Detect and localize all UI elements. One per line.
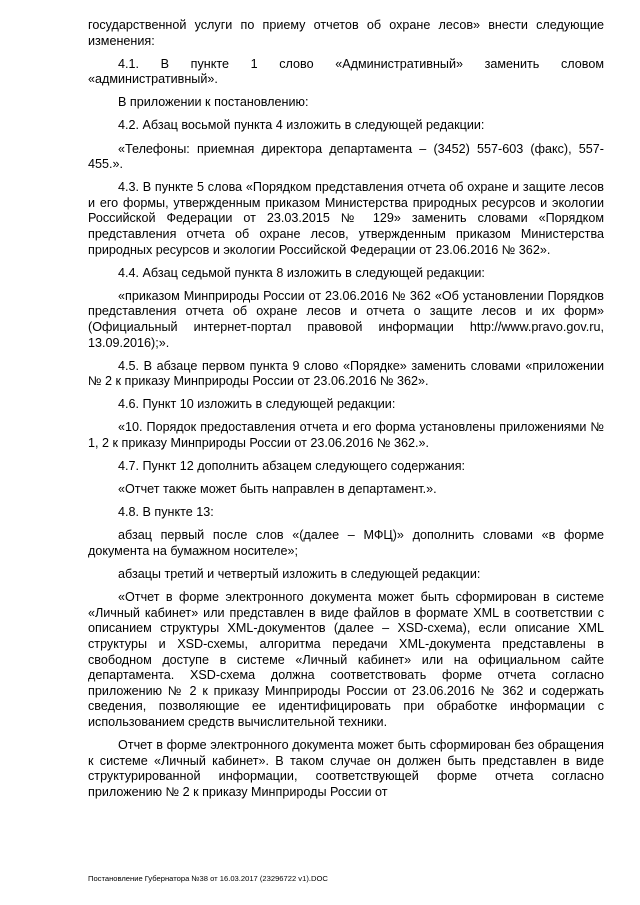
paragraph-4-1: 4.1. В пункте 1 слово «Административный» заменить словом «административный». [88, 56, 604, 87]
paragraph-report-sent: «Отчет также может быть направлен в департамент.». [118, 482, 437, 497]
paragraph-4-4: 4.4. Абзац седьмой пункта 8 изложить в следующей редакции: [118, 265, 485, 280]
paragraph-without-cabinet: Отчет в форме электронного документа может быть сформирован без обращения к системе «Личный кабинет». В таком случае он должен быть представлен в виде структурированной информации, соответствующей форме отчета согласно приложению № 2 к приказу Минприроды России от [88, 738, 604, 799]
paragraph-order-citation: «приказом Минприроды России от 23.06.2016 № 362 «Об установлении Порядков представления отчета об охране лесов и отчета о защите лесов и их форм» (Официальный интернет-портал правовой информации http://www.pravo.gov.ru, 13.09.2016);». [88, 288, 604, 350]
paragraph-phones: «Телефоны: приемная директора департамента – (3452) 557-603 (факс), 557-455.». [88, 141, 604, 172]
paragraph-appendix-heading: В приложении к постановлению: [118, 95, 309, 110]
paragraph-intro: государственной услуги по приему отчетов об охране лесов» внести следующие изменения: [88, 18, 604, 48]
paragraph-4-6: 4.6. Пункт 10 изложить в следующей редакции: [118, 397, 396, 412]
paragraph-4-3: 4.3. В пункте 5 слова «Порядком представления отчета об охране и защите лесов и его формы, утвержденным приказом Министерства природных ресурсов и экологии Российской Федерации от 23.03.2015 № 129» заменить словами «Порядком представления отчета об охране лесов, утвержденным приказом Министерства природных ресурсов и экологии Российской Федерации от 23.06.2016 № 362». [88, 180, 604, 257]
paragraph-third-fourth: абзацы третий и четвертый изложить в следующей редакции: [118, 567, 481, 582]
document-body [88, 18, 604, 808]
paragraph-point-10: «10. Порядок предоставления отчета и его форма установлены приложениями № 1, 2 к приказу Минприроды России от 23.06.2016 № 362.». [88, 420, 604, 451]
page-footer: Постановление Губернатора №38 от 16.03.2017 (23296722 v1).DOC [88, 874, 328, 883]
paragraph-4-5: 4.5. В абзаце первом пункта 9 слово «Порядке» заменить словами «приложении № 2 к приказу Минприроды России от 23.06.2016 № 362». [88, 358, 604, 389]
paragraph-4-8: 4.8. В пункте 13: [118, 505, 214, 520]
paragraph-electronic-report: «Отчет в форме электронного документа может быть сформирован в системе «Личный кабинет» или представлен в виде файлов в формате XML в соответствии с описанием структуры XML-документов (далее – XSD-схема), если описание XML структуры и XSD-схемы, алгоритма передачи XML-документа представлены в свободном доступе в системе «Личный кабинет» или на официальном сайте департамента. XSD-схема должна соответствовать форме отчета согласно приложению № 2 к приказу Минприроды России от 23.06.2016 № 362 и содержать сведения, позволяющие ее идентифицировать при обработке информации с использованием средств вычислительной техники. [88, 590, 604, 729]
paragraph-4-7: 4.7. Пункт 12 дополнить абзацем следующего содержания: [118, 459, 466, 474]
paragraph-4-2: 4.2. Абзац восьмой пункта 4 изложить в следующей редакции: [118, 118, 485, 133]
paragraph-first-abzac: абзац первый после слов «(далее – МФЦ)» дополнить словами «в форме документа на бумажном носителе»; [88, 528, 604, 559]
